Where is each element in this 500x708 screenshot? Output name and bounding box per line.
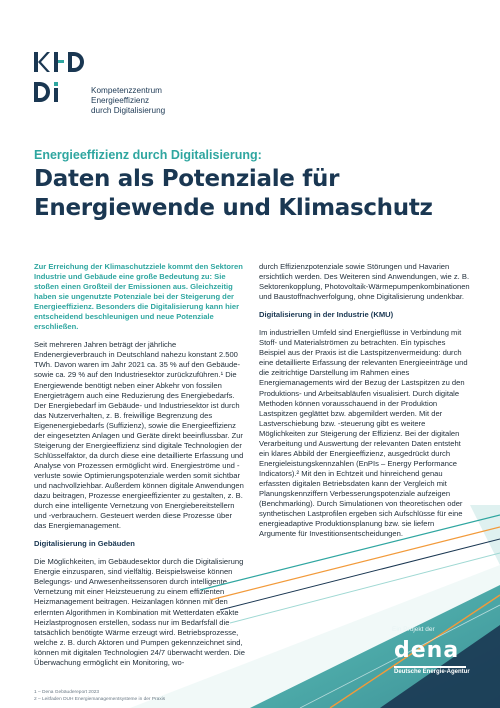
lead-paragraph: Zur Erreichung der Klimaschutzziele kommt den Sektoren Industrie und Gebäude eine große Bedeutung zu: Sie stoßen einen Großteil der Emissionen aus. Gleichzeitig haben sie ungenutzte Potenziale bei der Steigerung der Energieeffizienz. Besonders die Digitalisierung kann hier entscheidend beschleunigen und neue Potenziale erschließen.: [34, 262, 243, 332]
dena-underline: [394, 666, 466, 668]
logo-line: Energieeffizienz: [91, 96, 150, 105]
dena-subtitle: Deutsche Energie-Agentur: [394, 669, 470, 675]
logo-line: durch Digitalisierung: [91, 106, 166, 115]
body-paragraph: Seit mehreren Jahren beträgt der jährliche Endenergieverbrauch in Deutschland nahezu konstant 2.500 TWh. Davon waren im Jahr 2021 ca. 35 % auf den Gebäude- sowie ca. 29 % auf den Industriesektor zurückzuführen.¹ Die Energiewende benötigt neben einer Abkehr von fossilen Energieträgern auch eine Reduzierung des Energiebedarfs. Der Energiebedarf im Gebäude- und Industriesektor ist durch das Nutzerverhalten, z. B. freiwillige Begrenzung des Eigenenergiebedarfs (Suffizienz), sowie die Energieeffizienz der eingesetzten Anlagen und Geräte direkt beeinflussbar. Zur Steigerung der Energieeffizienz sind digitale Technologien der Schlüsselfaktor, da durch diese eine detaillierte Erfassung und Analyse von Prozessen ermöglicht wird. Energieströme und -verluste sowie Optimierungspotenziale werden somit sichtbar und nachvollziehbar. Außerdem können digitale Anwendungen dazu beitragen, Prozesse energieeffizienter zu gestalten, z. B. durch eine intelligente Vernetzung von Energiebereitstellern und -verbrauchern. Gesteuert werden diese Prozesse über das Energiemanagement.: [34, 340, 244, 531]
body-paragraph: durch Effizienzpotenziale sowie Störungen und Havarien ersichtlich werden. Des Weiteren sind Anwendungen, wie z. B. Sektorenkopplung, Photovoltaik-Wärmepumpenkombinationen und Baustoffnachverfolgung, ohne Digitalisierung undenkbar.: [259, 262, 470, 302]
body-paragraph: Im industriellen Umfeld sind Energieflüsse in Verbindung mit Stoff- und Materialströmen zu betrachten. Ein typisches Beispiel aus der Praxis ist die Lastspitzenvermeidung: durch eine detaillierte Erfassung der relevanten Energieeinträge und die zeitrichtige Darstellung im Rahmen eines Energiemanagements wird der Bezug der Lastspitzen zu den Produktions- und Arbeitsabläufen visualisiert. Durch digitale Methoden können vorausschauend in der Produktion Lastspitzen geglättet bzw. abgemildert werden. Mit der Lastverschiebung bzw. -steuerung gibt es weitere Möglichkeiten zur Steigerung der Effizienz. Bei der digitalen Verarbeitung und Auswertung der relevanten Daten entsteht ein klares Abbild der Energieeffizienz, ausgedrückt durch Energieleistungskennzahlen (EnPIs – Energy Performance Indicators).² Mit den in Echtzeit und hinreichend genau erfassten digitalen Betriebsdaten kann der Vergleich mit Planungskennziffern Verbesserungspotenziale aufzeigen (Benchmarking). Durch Simulationen von theoretischen oder synthetischen Lastprofilen ergeben sich Aufschlüsse für eine energieadaptive Produktionsplanung bzw. sie liefern Argumente für Investitionsentscheidungen.: [259, 328, 468, 539]
logo-line: Kompetenzzentrum: [91, 86, 162, 95]
page-title: Daten als Potenziale für Energiewende und Klimaschutz: [34, 166, 433, 221]
footnote: 1 – Dena Gebäudereport 2023: [34, 690, 100, 695]
section-heading: Digitalisierung in Gebäuden: [34, 539, 135, 549]
body-paragraph: Die Möglichkeiten, im Gebäudesektor durch die Digitalisierung Energie einzusparen, sind vielfältig. Beispielsweise können Belegungs- und Anwesenheitssensoren durch intelligente Vernetzung mit einer Heizsteuerung zu einem effizienten Heizmanagement beitragen. Heizanlagen können mit den erlernten Algorithmen in Kombination mit Wetterdaten exakte Heizlastprognosen erstellen, sodass nur im Bedarfsfall die tatsächlich benötigte Wärme erzeugt wird. Betriebsprozesse, welche z. B. durch Aktoren und Pumpen gekennzeichnet sind, können mit digitalen Technologien 24/7 überwacht werden. Die Überwachung ermöglicht ein Monitoring, wo-: [34, 557, 245, 667]
decorative-graphic: [0, 505, 500, 708]
kicker: Energieeffizienz durch Digitalisierung:: [34, 148, 262, 162]
logo-wordmark: [91, 86, 165, 116]
kedi-logo: [34, 50, 90, 108]
dena-logo: dena: [394, 638, 460, 663]
section-heading: Digitalisierung in der Industrie (KMU): [259, 310, 394, 320]
project-label: Ein Projekt der: [392, 626, 435, 633]
footnote: 2 – Leitfaden DUH Energiemanagementsysteme in der Praxis: [34, 697, 166, 702]
